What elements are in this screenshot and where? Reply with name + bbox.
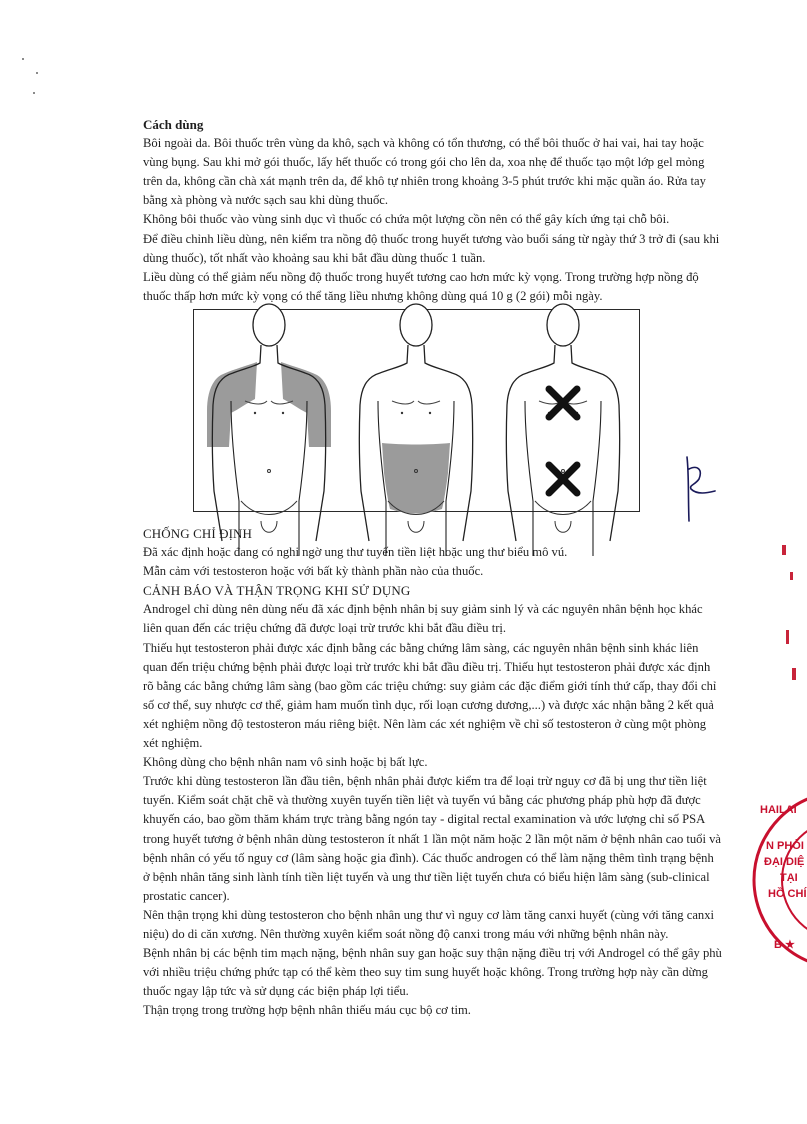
scan-speck (22, 58, 24, 60)
safety-section (143, 524, 723, 1020)
stamp-fragment (792, 668, 796, 680)
application-site-figure (193, 309, 640, 512)
contraindication-item: Mẫn cảm với testosteron hoặc với bất kỳ thành phần nào của thuốc. (143, 564, 484, 579)
contraindication-item: Đã xác định hoặc đang có nghi ngờ ung thư tuyến tiền liệt hoặc ung thư biểu mô vú. (143, 545, 568, 560)
warning-paragraph: Trước khi dùng testosteron lần đầu tiên, bệnh nhân phải được kiểm tra để loại trừ nguy cơ đã bị ung thư tiền liệt tuyến. Kiểm soát chặt chẽ và thường xuyên tuyến tiền liệt và tuyến vú bằng các phương pháp phù hợp đã được khuyến cáo, bao gồm thăm khám trực tràng bằng ngón tay - digital rectal examination và ước lượng chỉ số PSA trong huyết tương ở bệnh nhân dùng testosteron ít nhất 1 lần một năm hoặc 2 lần một năm ở bệnh nhân cao tuổi và bệnh nhân có yếu tố nguy cơ (lâm sàng hoặc gia đình). Các thuốc androgen có thể làm nặng thêm tình trạng bệnh ở bệnh nhân tăng sinh lành tính tiền liệt tuyến và ung thư tiền liệt tuyến chưa có biểu hiện lâm sàng (sub-clinical prostatic cancer). (143, 774, 722, 903)
figure-panel-shoulders (207, 304, 331, 556)
stamp-line: HAILAI (760, 804, 797, 816)
cross-icon (549, 389, 577, 417)
warning-paragraph: Thiếu hụt testosteron phải được xác định bằng các bằng chứng lâm sàng, các nguyên nhân bệnh sinh khác liên quan đến triệu chứng bệnh phải được loại trừ trước khi bắt đầu điều trị. Thiếu hụt testosteron phải được xác định rõ bằng các bằng chứng lâm sàng (bao gồm các triệu chứng: suy giảm các đặc điểm giới tính thứ cấp, thay đổi chỉ số cơ thể, suy nhược cơ thể, giảm ham muốn tình dục, rối loạn cương dương,...) và được xác nhận bằng 2 kết quả xét nghiệm nồng độ testosteron máu riêng biệt. Nên làm các xét nghiệm về chỉ số testosteron ở cùng một phòng xét nghiệm. (143, 640, 717, 751)
usage-section (143, 115, 723, 306)
scan-speck (33, 92, 35, 94)
warning-paragraph: Bệnh nhân bị các bệnh tim mạch nặng, bệnh nhân suy gan hoặc suy thận nặng điều trị với Androgel có thể gây phù với nhiều triệu chứng phức tạp có thể kèm theo suy tim sung huyết hoặc không. Trong trường hợp này cần dừng thuốc ngay lập tức và sử dụng các biện pháp lợi tiểu. (143, 946, 722, 999)
stamp-line: TẠI (780, 872, 798, 884)
figure-panel-abdomen (359, 304, 472, 556)
application-site-illustration (194, 310, 639, 511)
company-stamp (742, 780, 807, 980)
usage-paragraph: Liều dùng có thể giảm nếu nồng độ thuốc trong huyết tương cao hơn mức kỳ vọng. Trong trường hợp nồng độ thuốc thấp hơn mức kỳ vọng có thể tăng liều nhưng không dùng quá 10 g (2 gói) mỗi ngày. (143, 269, 699, 303)
warning-paragraph: Androgel chỉ dùng nên dùng nếu đã xác định bệnh nhân bị suy giảm sinh lý và các nguyên nhân bệnh học khác liên quan đến các triệu chứng đã được loại trừ trước khi bắt đầu điều trị. (143, 602, 703, 636)
stamp-line: B ★ (774, 939, 795, 951)
stamp-fragment (786, 630, 789, 644)
warning-paragraph: Không dùng cho bệnh nhân nam vô sinh hoặc bị bất lực. (143, 755, 428, 770)
scan-speck (36, 72, 38, 74)
usage-paragraph: Không bôi thuốc vào vùng sinh dục vì thuốc có chứa một lượng cồn nên có thể gây kích ứng tại chỗ bôi. (143, 212, 670, 227)
usage-paragraph: Bôi ngoài da. Bôi thuốc trên vùng da khô, sạch và không có tổn thương, có thể bôi thuốc ở hai vai, hai tay hoặc vùng bụng. Sau khi mở gói thuốc, lấy hết thuốc có trong gói cho lên da, xoa nhẹ để thuốc tạo một lớp gel mỏng trên da, không cần chà xát mạnh trên da, để khô tự nhiên trong khoảng 3-5 phút trước khi mặc quần áo. Rửa tay bằng xà phòng và nước sạch sau khi dùng thuốc. (143, 136, 706, 208)
warning-paragraph: Nên thận trọng khi dùng testosteron cho bệnh nhân ung thư vì nguy cơ làm tăng canxi huyết (cùng với tăng canxi niệu) do di căn xương. Nên thường xuyên kiểm soát nồng độ canxi trong máu với những bệnh nhân này. (143, 907, 714, 941)
contraindications-heading: CHỐNG CHỈ ĐỊNH (143, 526, 253, 541)
usage-paragraph: Để điều chỉnh liều dùng, nên kiểm tra nồng độ thuốc trong huyết tương vào buổi sáng từ ngày thứ 3 trở đi (sau khi dùng thuốc), tốt nhất vào khoảng sau khi bắt đầu dùng thuốc 1 tuần. (143, 231, 720, 265)
stamp-fragment (790, 572, 793, 580)
usage-heading: Cách dùng (143, 117, 204, 132)
handwritten-signature (677, 455, 725, 530)
stamp-line: HỒ CHÍ (768, 888, 807, 900)
warnings-heading: CẢNH BÁO VÀ THẬN TRỌNG KHI SỬ DỤNG (143, 583, 411, 599)
stamp-line: ĐẠI DIỆ (764, 856, 805, 868)
warning-paragraph: Thận trọng trong trường hợp bệnh nhân thiếu máu cục bộ cơ tim. (143, 1003, 471, 1018)
figure-panel-avoid-areas (506, 304, 619, 556)
stamp-line: N PHÒI (766, 840, 804, 852)
stamp-fragment (782, 545, 786, 555)
